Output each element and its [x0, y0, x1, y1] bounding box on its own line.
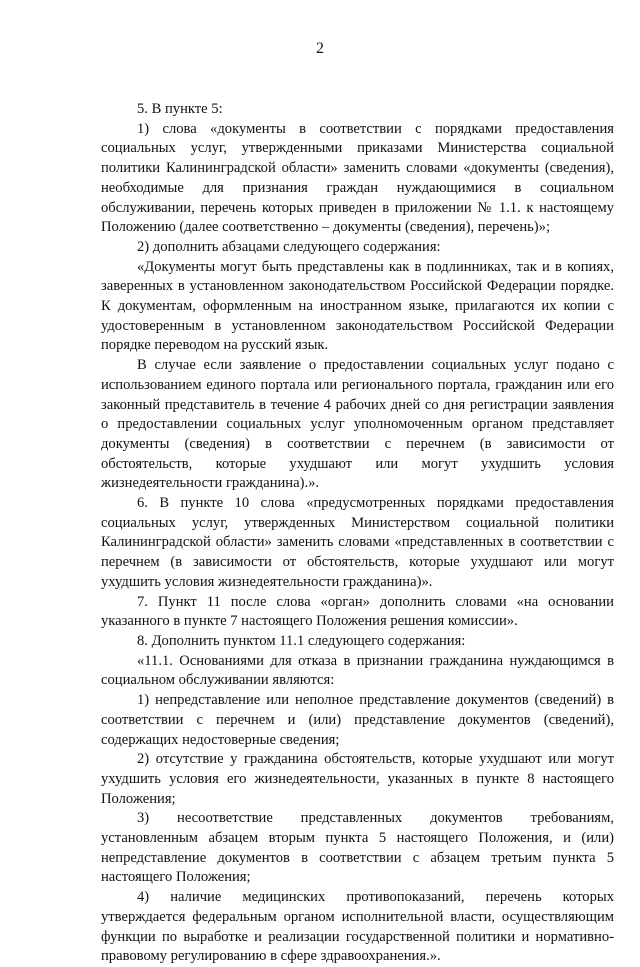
paragraph-ground-2: 2) отсутствие у гражданина обстоятельств, которые ухудшают или могут ухудшить условия его жизнедеятельности, указанных в пункте 8 настоящего Положения;: [101, 751, 614, 807]
paragraph-subitem-2: 2) дополнить абзацами следующего содержания:: [137, 238, 441, 255]
paragraph-item-5-heading: 5. В пункте 5:: [137, 101, 223, 117]
paragraph-item-6: 6. В пункте 10 слова «предусмотренных порядками предоставления социальных услуг, утвержденных Министерством социальной политики Калининградской области» заменить словами «представленных в соответствии с перечнем (в зависимости от обстоятельств, которые ухудшают или могут ухудшить условия жизнедеятельности гражданина)».: [101, 495, 614, 590]
document-body: [101, 100, 614, 967]
paragraph-item-8: 8. Дополнить пунктом 11.1 следующего содержания:: [137, 632, 466, 649]
paragraph-quote-documents: «Документы могут быть представлены как в подлинниках, так и в копиях, заверенных в установленном законодательством Российской Федерации порядке. К документам, оформленным на иностранном языке, прилагаются их копии с удостоверенным в установленном законодательством Российской Федерации порядке переводом на русский язык.: [101, 258, 614, 354]
paragraph-item-11-1: «11.1. Основаниями для отказа в признании гражданина нуждающимся в социальном обслуживании являются:: [101, 652, 614, 689]
paragraph-subitem-1: 1) слова «документы в соответствии с порядками предоставления социальных услуг, утвержденными приказами Министерства социальной политики Калининградской области» заменить словами «документы (сведения), необходимые для признания граждан нуждающимися в социальном обслуживании, перечень которых приведен в приложении № 1.1. к настоящему Положению (далее соответственно – документы (сведения), перечень)»;: [101, 120, 614, 236]
paragraph-ground-3: 3) несоответствие представленных документов требованиям, установленным абзацем вторым пункта 5 настоящего Положения, и (или) непредставление документов в соответствии с абзацем третьим пункта 5 настоящего Положения;: [101, 810, 614, 886]
paragraph-item-7: 7. Пункт 11 после слова «орган» дополнить словами «на основании указанного в пункте 7 настоящего Положения решения комиссии».: [101, 593, 614, 630]
paragraph-ground-1: 1) непредставление или неполное представление документов (сведений) в соответствии с перечнем и (или) представление документов (сведений), содержащих недостоверные сведения;: [101, 692, 614, 748]
page-number: 2: [316, 40, 324, 57]
paragraph-quote-portal: В случае если заявление о предоставлении социальных услуг подано с использованием единого портала или регионального портала, гражданин или его законный представитель в течение 4 рабочих дней со дня регистрации заявления о предоставлении социальных услуг уполномоченным органом представляет документы (сведения) в соответствии с перечнем (в зависимости от обстоятельств, которые ухудшают или могут ухудшить условия жизнедеятельности гражданина).».: [101, 357, 614, 492]
paragraph-ground-4: 4) наличие медицинских противопоказаний, перечень которых утверждается федеральным органом исполнительной власти, осуществляющим функции по выработке и реализации государственной политики и нормативно-правовому регулированию в сфере здравоохранения.».: [101, 889, 614, 965]
